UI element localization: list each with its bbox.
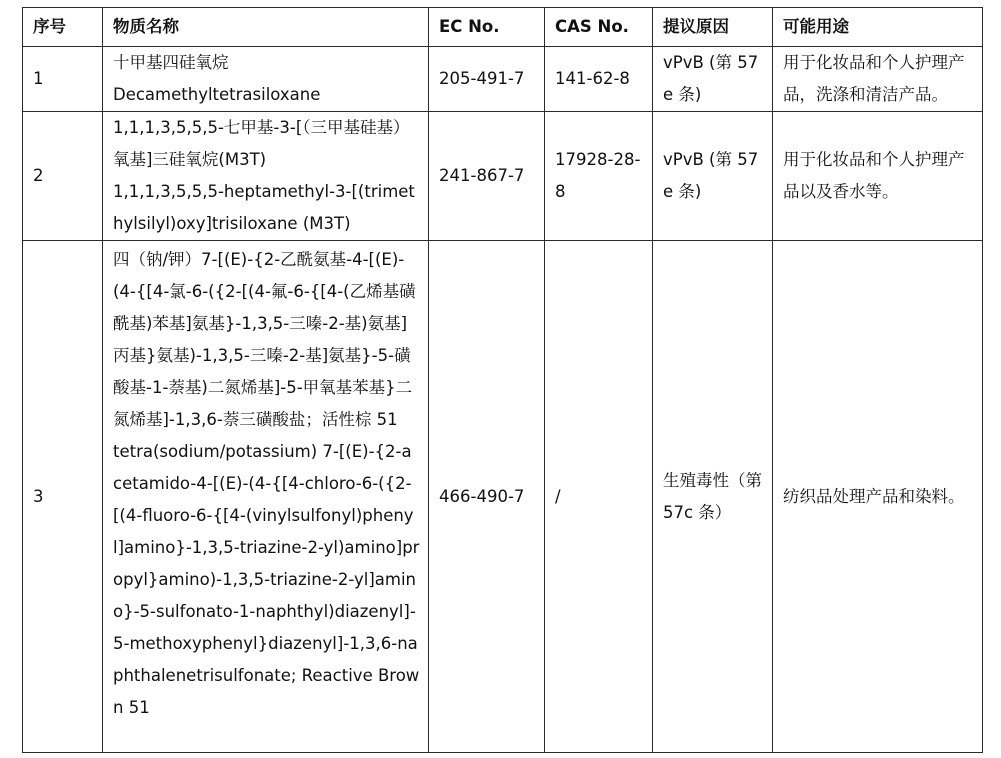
cell-cas-no: 141-62-8 bbox=[545, 47, 653, 112]
cell-cas-no: 17928-28-8 bbox=[545, 112, 653, 241]
substance-name-zh: 四（钠/钾）7-[(E)-{2-乙酰氨基-4-[(E)-(4-{[4-氯-6-({2-[(4-氟-6-{[4-(乙烯基磺酰基)苯基]氨基}-1,3,5-三嗪-2-基)氨基]丙基}氨基)-1,3,5-三嗪-2-基]氨基}-5-磺酸基-1-萘基)二氮烯基]-5-甲氧基苯基}二氮烯基]-1,3,6-萘三磺酸盐；活性棕 51 bbox=[113, 250, 416, 429]
cell-reason: 生殖毒性（第 57c 条） bbox=[653, 241, 773, 753]
header-reason: 提议原因 bbox=[653, 8, 773, 47]
cell-ec-no: 205-491-7 bbox=[429, 47, 545, 112]
cell-no: 1 bbox=[23, 47, 103, 112]
substance-table-container bbox=[22, 7, 982, 753]
substance-name-en: Decamethyltetrasiloxane bbox=[113, 85, 321, 104]
table-row bbox=[23, 112, 983, 241]
cell-possible-use: 用于化妆品和个人护理产品，洗涤和清洁产品。 bbox=[773, 47, 983, 112]
header-cas-no: CAS No. bbox=[545, 8, 653, 47]
header-possible-use: 可能用途 bbox=[773, 8, 983, 47]
substance-table bbox=[22, 7, 983, 753]
cell-reason: vPvB (第 57e 条) bbox=[653, 47, 773, 112]
header-ec-no: EC No. bbox=[429, 8, 545, 47]
substance-name-zh: 十甲基四硅氧烷 bbox=[113, 53, 229, 72]
cell-no: 3 bbox=[23, 241, 103, 753]
cell-ec-no: 466-490-7 bbox=[429, 241, 545, 753]
cell-possible-use: 纺织品处理产品和染料。 bbox=[773, 241, 983, 753]
table-header-row bbox=[23, 8, 983, 47]
cell-ec-no: 241-867-7 bbox=[429, 112, 545, 241]
table-row bbox=[23, 241, 983, 753]
cell-substance-name bbox=[103, 241, 429, 753]
substance-name-en: tetra(sodium/potassium) 7-[(E)-{2-acetamido-4-[(E)-(4-{[4-chloro-6-({2-[(4-fluoro-6-{[4-(vinylsulfonyl)phenyl]amino}-1,3,5-triazine-2-yl)amino]propyl}amino)-1,3,5-triazine-2-yl]amino}-5-sulfonato-1-naphthyl)diazenyl]-5-methoxyphenyl}diazenyl]-1,3,6-naphthalenetrisulfonate; Reactive Brown 51 bbox=[113, 442, 420, 717]
cell-reason: vPvB (第 57e 条) bbox=[653, 112, 773, 241]
header-substance-name: 物质名称 bbox=[103, 8, 429, 47]
cell-substance-name bbox=[103, 47, 429, 112]
cell-no: 2 bbox=[23, 112, 103, 241]
cell-cas-no: / bbox=[545, 241, 653, 753]
substance-name-zh: 1,1,1,3,5,5,5-七甲基-3-[（三甲基硅基）氧基]三硅氧烷(M3T) bbox=[113, 118, 410, 169]
cell-substance-name bbox=[103, 112, 429, 241]
cell-possible-use: 用于化妆品和个人护理产品以及香水等。 bbox=[773, 112, 983, 241]
substance-name-en: 1,1,1,3,5,5,5-heptamethyl-3-[(trimethylsilyl)oxy]trisiloxane (M3T) bbox=[113, 182, 415, 233]
table-row bbox=[23, 47, 983, 112]
header-no: 序号 bbox=[23, 8, 103, 47]
